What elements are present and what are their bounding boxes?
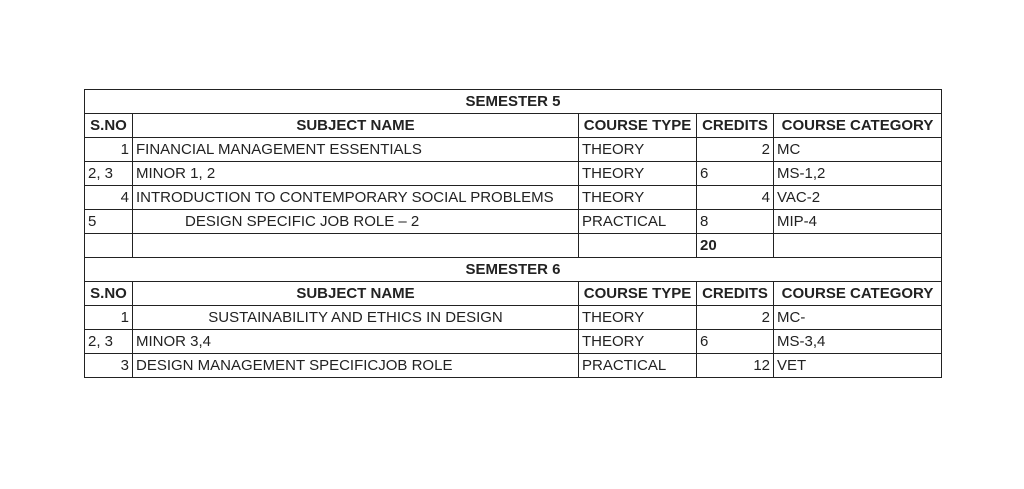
- header-sno: S.NO: [85, 282, 133, 306]
- cell-course-type: THEORY: [579, 138, 697, 162]
- cell-subject: DESIGN SPECIFIC JOB ROLE – 2: [133, 210, 579, 234]
- semester-5-header-row: [85, 114, 942, 138]
- cell-empty: [85, 234, 133, 258]
- cell-category: MIP-4: [774, 210, 942, 234]
- cell-credits: 8: [697, 210, 774, 234]
- header-sno: S.NO: [85, 114, 133, 138]
- cell-subject: DESIGN MANAGEMENT SPECIFICJOB ROLE: [133, 354, 579, 378]
- header-credits: CREDITS: [697, 282, 774, 306]
- cell-sno: 2, 3: [85, 330, 133, 354]
- header-subject-name: SUBJECT NAME: [133, 114, 579, 138]
- cell-category: MC: [774, 138, 942, 162]
- cell-category: VAC-2: [774, 186, 942, 210]
- header-course-type: COURSE TYPE: [579, 282, 697, 306]
- cell-sno: 5: [85, 210, 133, 234]
- cell-course-type: THEORY: [579, 330, 697, 354]
- semester-6-title: SEMESTER 6: [85, 258, 942, 282]
- header-course-category: COURSE CATEGORY: [774, 114, 942, 138]
- cell-subject: MINOR 3,4: [133, 330, 579, 354]
- cell-sno: 2, 3: [85, 162, 133, 186]
- semester-5-title-row: [85, 90, 942, 114]
- cell-sno: 4: [85, 186, 133, 210]
- cell-category: MS-3,4: [774, 330, 942, 354]
- cell-subject: MINOR 1, 2: [133, 162, 579, 186]
- table-row: [85, 138, 942, 162]
- cell-course-type: PRACTICAL: [579, 210, 697, 234]
- cell-course-type: THEORY: [579, 162, 697, 186]
- header-credits: CREDITS: [697, 114, 774, 138]
- table-row: [85, 354, 942, 378]
- table-row: [85, 186, 942, 210]
- cell-credits: 12: [697, 354, 774, 378]
- cell-category: VET: [774, 354, 942, 378]
- header-course-type: COURSE TYPE: [579, 114, 697, 138]
- cell-subject: FINANCIAL MANAGEMENT ESSENTIALS: [133, 138, 579, 162]
- cell-credits: 2: [697, 138, 774, 162]
- cell-credits: 6: [697, 162, 774, 186]
- cell-course-type: PRACTICAL: [579, 354, 697, 378]
- header-course-category: COURSE CATEGORY: [774, 282, 942, 306]
- cell-credits: 6: [697, 330, 774, 354]
- cell-course-type: THEORY: [579, 186, 697, 210]
- total-credits: 20: [697, 234, 774, 258]
- cell-category: MC-: [774, 306, 942, 330]
- cell-subject: SUSTAINABILITY AND ETHICS IN DESIGN: [133, 306, 579, 330]
- cell-sno: 1: [85, 138, 133, 162]
- cell-credits: 2: [697, 306, 774, 330]
- cell-empty: [133, 234, 579, 258]
- semester-6-title-row: [85, 258, 942, 282]
- cell-subject: INTRODUCTION TO CONTEMPORARY SOCIAL PROBLEMS: [133, 186, 579, 210]
- cell-sno: 1: [85, 306, 133, 330]
- cell-empty: [774, 234, 942, 258]
- cell-empty: [579, 234, 697, 258]
- semester-5-title: SEMESTER 5: [85, 90, 942, 114]
- semester-table: [84, 89, 942, 378]
- table-row: [85, 330, 942, 354]
- header-subject-name: SUBJECT NAME: [133, 282, 579, 306]
- table-row: [85, 306, 942, 330]
- cell-sno: 3: [85, 354, 133, 378]
- table-row: [85, 210, 942, 234]
- table-row: [85, 162, 942, 186]
- cell-category: MS-1,2: [774, 162, 942, 186]
- semester-6-header-row: [85, 282, 942, 306]
- cell-credits: 4: [697, 186, 774, 210]
- total-row: [85, 234, 942, 258]
- cell-course-type: THEORY: [579, 306, 697, 330]
